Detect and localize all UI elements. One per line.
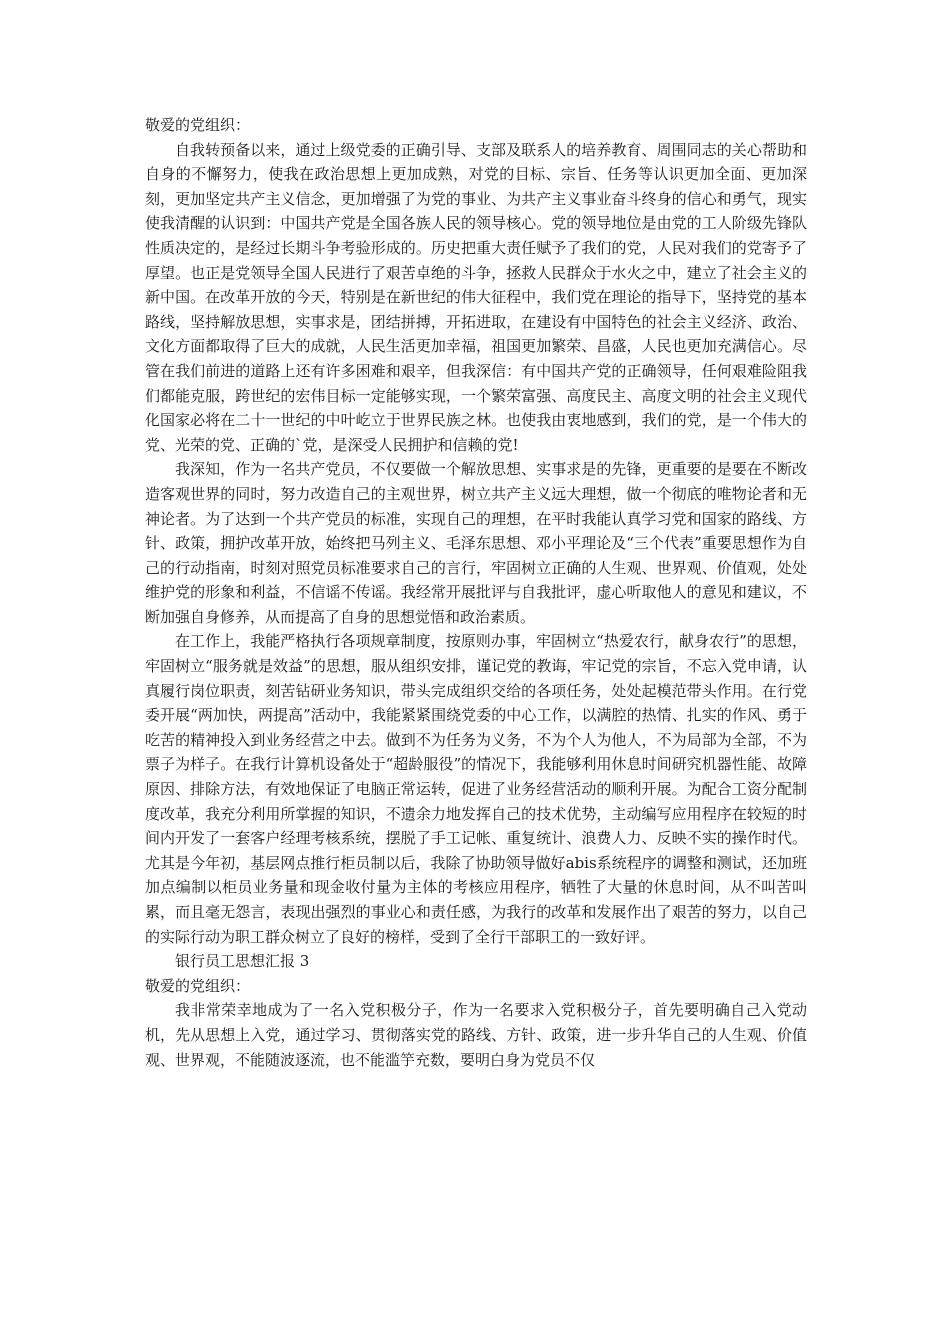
body-paragraph: 自我转预备以来，通过上级党委的正确引导、支部及联系人的培养教育、周围同志的关心帮助和自身的不懈努力，使我在政治思想上更加成熟，对党的目标、宗旨、任务等认识更加全面、更加深刻，更加坚定共产主义信念，更加增强了为党的事业、为共产主义事业奋斗终身的信心和勇气，现实使我清醒的认识到：中国共产党是全国各族人民的领导核心。党的领导地位是由党的工人阶级先锋队性质决定的，是经过长期斗争考验形成的。历史把重大责任赋予了我们的党，人民对我们的党寄予了厚望。也正是党领导全国人民进行了艰苦卓绝的斗争，拯救人民群众于水火之中，建立了社会主义的新中国。在改革开放的今天，特别是在新世纪的伟大征程中，我们党在理论的指导下，坚持党的基本路线，坚持解放思想，实事求是，团结拼搏，开拓进取，在建设有中国特色的社会主义经济、政治、文化方面都取得了巨大的成就，人民生活更加幸福，祖国更加繁荣、昌盛，人民也更加充满信心。尽管在我们前进的道路上还有许多困难和艰辛，但我深信：有中国共产党的正确领导，任何艰难险阻我们都能克服，跨世纪的宏伟目标一定能够实现，一个繁荣富强、高度民主、高度文明的社会主义现代化国家必将在二十一世纪的中叶屹立于世界民族之林。也使我由衷地感到，我们的党，是一个伟大的党、光荣的党、正确的`党，是深受人民拥护和信赖的党! <box>145 140 807 454</box>
body-paragraph: 在工作上，我能严格执行各项规章制度，按原则办事，牢固树立“热爱农行，献身农行”的思想，牢固树立“服务就是效益”的思想，服从组织安排，谨记党的教诲，牢记党的宗旨，不忘入党申请，认真履行岗位职责，刻苦钻研业务知识，带头完成组织交给的各项任务，处处起模范带头作用。在行党委开展“两加快，两提高”活动中，我能紧紧围绕党委的中心工作，以满腔的热情、扎实的作风、勇于吃苦的精神投入到业务经营之中去。做到不为任务为义务，不为个人为他人，不为局部为全部，不为票子为样子。在我行计算机设备处于“超龄服役”的情况下，我能够利用休息时间研究机器性能、故障原因、排除方法，有效地保证了电脑正常运转，促进了业务经营活动的顺利开展。为配合工资分配制度改革，我充分利用所掌握的知识，不遗余力地发挥自己的技术优势，主动编写应用程序在较短的时间内开发了一套客户经理考核系统，摆脱了手工记帐、重复统计、浪费人力、反映不实的操作时代。尤其是今年初，基层网点推行柜员制以后，我除了协助领导做好abis系统程序的调整和测试，还加班加点编制以柜员业务量和现金收付量为主体的考核应用程序，牺牲了大量的休息时间，从不叫苦叫累，而且毫无怨言，表现出强烈的事业心和责任感，为我行的改革和发展作出了艰苦的努力，以自己的实际行动为职工群众树立了良好的榜样，受到了全行干部职工的一致好评。 <box>145 632 807 946</box>
section-heading: 银行员工思想汇报 3 <box>175 952 310 971</box>
body-paragraph: 我非常荣幸地成为了一名入党积极分子，作为一名要求入党积极分子，首先要明确自己入党动机，先从思想上入党，通过学习、贯彻落实党的路线、方针、政策，进一步升华自己的人生观、价值观、世界观，不能随波逐流，也不能滥竽充数，要明白身为党员不仅 <box>145 1001 807 1069</box>
salutation: 敬爱的党组织： <box>145 976 251 995</box>
document-body <box>145 113 807 1072</box>
salutation: 敬爱的党组织： <box>145 116 251 134</box>
body-paragraph: 我深知，作为一名共产党员，不仅要做一个解放思想、实事求是的先锋，更重要的是要在不断改造客观世界的同时，努力改造自己的主观世界，树立共产主义远大理想，做一个彻底的唯物论者和无神论者。为了达到一个共产党员的标准，实现自己的理想，在平时我能认真学习党和国家的路线、方针、政策，拥护改革开放，始终把马列主义、毛泽东思想、邓小平理论及“三个代表”重要思想作为自己的行动指南，时刻对照党员标准要求自己的言行，牢固树立正确的人生观、世界观、价值观，处处维护党的形象和利益，不信谣不传谣。我经常开展批评与自我批评，虚心听取他人的意见和建议，不断加强自身修养，从而提高了自身的思想觉悟和政治素质。 <box>145 460 807 626</box>
